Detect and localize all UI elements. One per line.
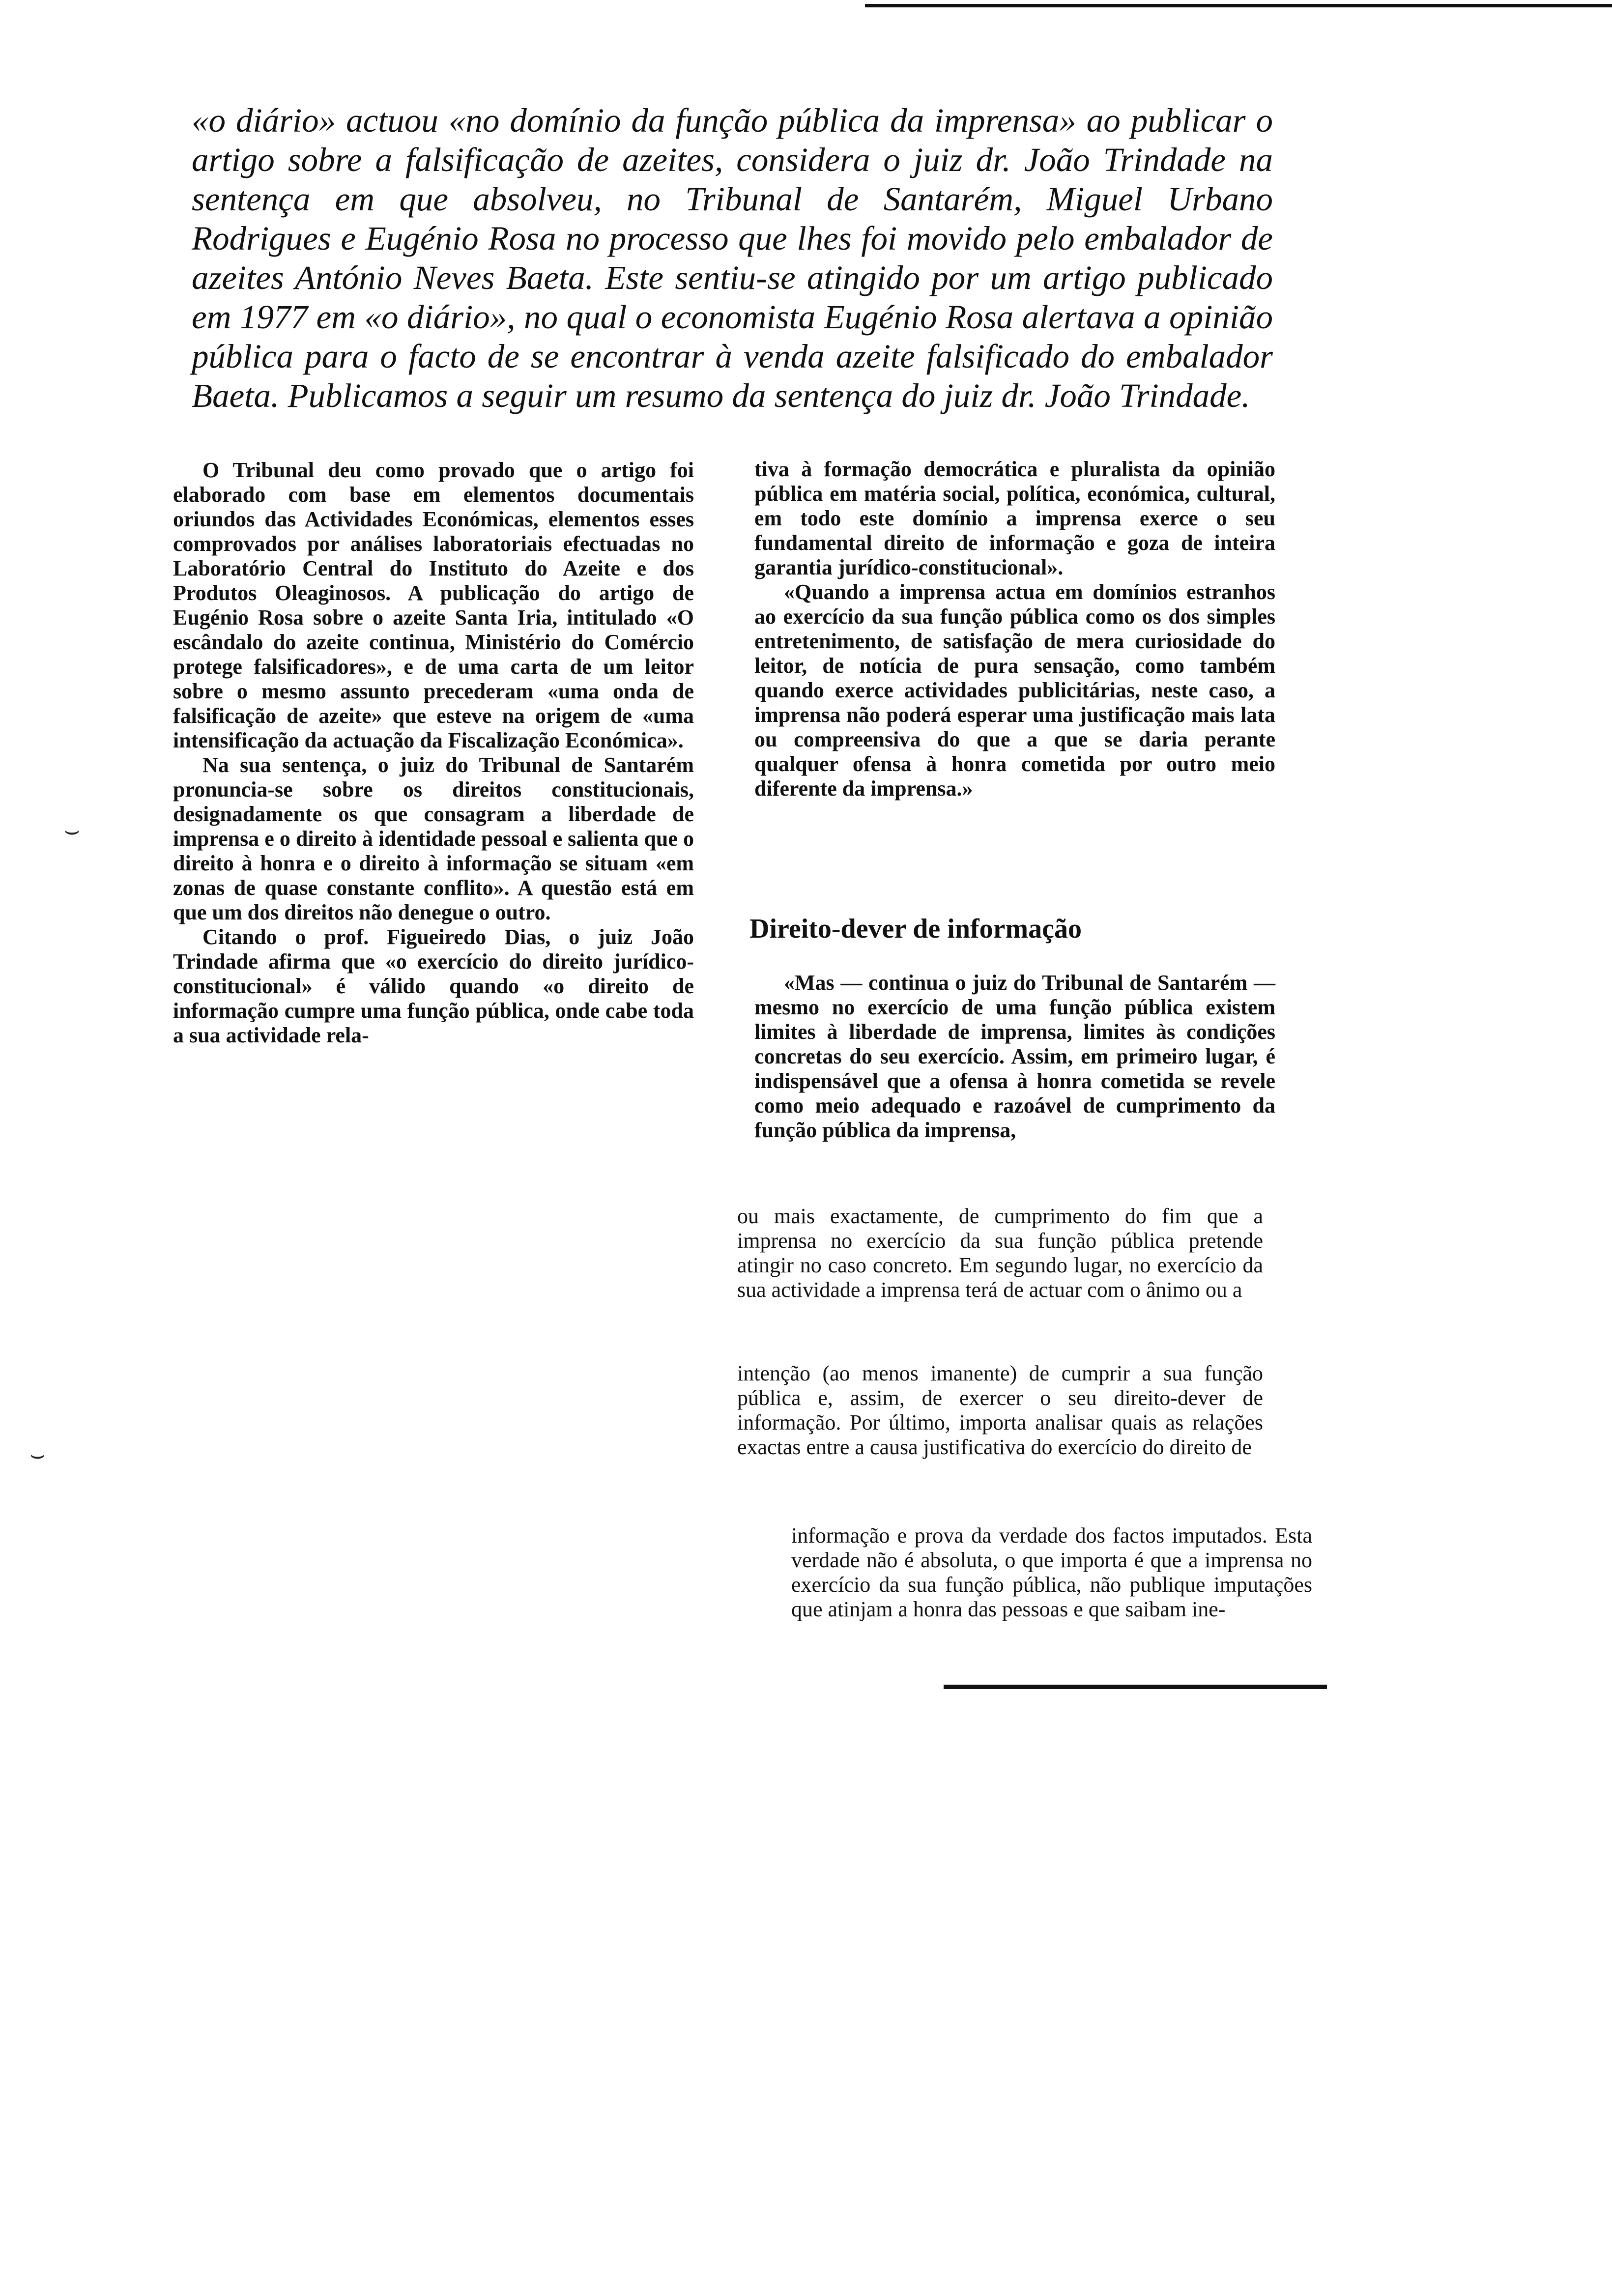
- right-column-top: [754, 457, 1275, 801]
- left-paragraph-3: Citando o prof. Figueiredo Dias, o juiz João Trindade afirma que «o exercício do direito jurídico-constitucional» é válido quando «o direito de informação cumpre uma função pública, onde cabe toda a sua actividade rela-: [173, 925, 694, 1047]
- right-column-cont-1: [737, 1204, 1263, 1302]
- binding-hole-mark: ⌣: [64, 816, 80, 844]
- right-paragraph-6: informação e prova da verdade dos factos imputados. Esta verdade não é absoluta, o que importa é que a imprensa no exercício da sua função pública, não publique imputações que atinjam a honra das pessoas e que saibam ine-: [791, 1523, 1312, 1621]
- top-rule: [865, 4, 1612, 7]
- left-column: [173, 458, 694, 1048]
- right-paragraph-5: intenção (ao menos imanente) de cumprir a sua função pública e, assim, de exercer o seu direito-dever de informação. Por último, importa analisar quais as relações exactas entre a causa justificativa do exercício do direito de: [737, 1361, 1263, 1459]
- binding-hole-mark: ⌣: [29, 1440, 46, 1468]
- left-paragraph-1: O Tribunal deu como provado que o artigo foi elaborado com base em elementos documentais oriundos das Actividades Económicas, elementos esses comprovados por análises laboratoriais efectuadas no Laboratório Central do Instituto do Azeite e dos Produtos Oleaginosos. A publicação do artigo de Eugénio Rosa sobre o azeite Santa Iria, intitulado «O escândalo do azeite continua, Ministério do Comércio protege falsificadores», e de uma carta de um leitor sobre o mesmo assunto precederam «uma onda de falsificação de azeite» que esteve na origem de «uma intensificação da actuação da Fiscalização Económica».: [173, 458, 694, 752]
- right-column-cont-2: [737, 1361, 1263, 1460]
- right-paragraph-2: «Quando a imprensa actua em domínios estranhos ao exercício da sua função pública como os dos simples entretenimento, de satisfação de mera curiosidade do leitor, de notícia de pura sensação, como também quando exerce actividades publicitárias, neste caso, a imprensa não poderá esperar uma justificação mais lata ou compreensiva do que a que se daria perante qualquer ofensa à honra cometida por outro meio diferente da imprensa.»: [754, 580, 1275, 801]
- lead-paragraph: «o diário» actuou «no domínio da função pública da imprensa» ao publicar o artigo sobre a falsificação de azeites, considera o juiz dr. João Trindade na sentença em que absolveu, no Tribunal de Santarém, Miguel Urbano Rodrigues e Eugénio Rosa no processo que lhes foi movido pelo embalador de azeites António Neves Baeta. Este sentiu-se atingido por um artigo publicado em 1977 em «o diário», no qual o economista Eugénio Rosa alertava a opinião pública para o facto de se encontrar à venda azeite falsificado do embalador Baeta. Publicamos a seguir um resumo da sentença do juiz dr. João Trindade.: [192, 102, 1273, 414]
- right-paragraph-1: tiva à formação democrática e pluralista da opinião pública em matéria social, política, económica, cultural, em todo este domínio a imprensa exerce o seu fundamental direito de informação e goza de inteira garantia jurídico-constitucional».: [754, 457, 1275, 579]
- right-column-cont-3: [791, 1523, 1312, 1622]
- left-paragraph-2: Na sua sentença, o juiz do Tribunal de Santarém pronuncia-se sobre os direitos constitucionais, designadamente os que consagram a liberdade de imprensa e o direito à identidade pessoal e salienta que o direito à honra e o direito à informação se situam «em zonas de quase constante conflito». A questão está em que um dos direitos não denegue o outro.: [173, 753, 694, 924]
- right-paragraph-4: ou mais exactamente, de cumprimento do fim que a imprensa no exercício da sua função pública pretende atingir no caso concreto. Em segundo lugar, no exercício da sua actividade a imprensa terá de actuar com o ânimo ou a: [737, 1204, 1263, 1302]
- right-paragraph-3: «Mas — continua o juiz do Tribunal de Santarém — mesmo no exercício de uma função pública existem limites à liberdade de imprensa, limites às condições concretas do seu exercício. Assim, em primeiro lugar, é indispensável que a ofensa à honra cometida se revele como meio adequado e razoável de cumprimento da função pública da imprensa,: [754, 971, 1275, 1142]
- bottom-rule: [944, 1685, 1327, 1689]
- subheading: Direito-dever de informação: [749, 914, 1082, 944]
- right-column-middle: [754, 971, 1275, 1143]
